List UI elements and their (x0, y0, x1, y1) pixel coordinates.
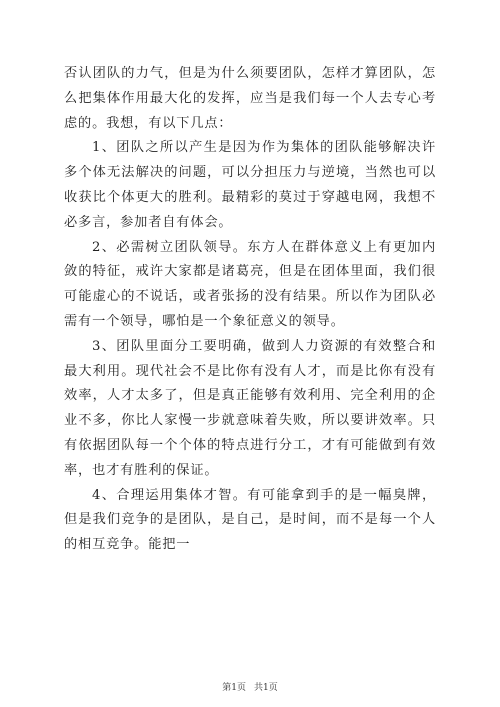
paragraph-1: 否认团队的力气，但是为什么须要团队，怎样才算团队，怎么把集体作用最大化的发挥，应当是我们每一个人去专心考虑的。我想，有以下几点： (64, 66, 436, 131)
paragraph-3: 2、必需树立团队领导。东方人在群体意义上有更加内敛的特征，戒许大家都是诸葛亮，但是在团体里面，我们很可能虚心的不说话，或者张扬的没有结果。所以作为团队必需有一个领导，哪怕是一个象征意义的领导。 (64, 239, 436, 329)
paragraph-2: 1、团队之所以产生是因为作为集体的团队能够解决许多个体无法解决的问题，可以分担压力与逆境，当然也可以收获比个体更大的胜利。最精彩的莫过于穿越电网，我想不必多言，参加者自有体会。 (64, 140, 436, 230)
page-total: 共1页 (254, 683, 278, 693)
paragraph-4: 3、团队里面分工要明确，做到人力资源的有效整合和最大利用。现代社会不是比你有没有人才，而是比你有没有效率，人才太多了，但是真正能够有效利用、完全利用的企业不多，你比人家慢一步就意味着失败，所以要讲效率。只有依据团队每一个个体的特点进行分工，才有可能做到有效率，也才有胜利的保证。 (64, 338, 436, 478)
paragraph-5: 4、合理运用集体才智。有可能拿到手的是一幅臭牌，但是我们竞争的是团队，是自己，是时间，而不是每一个人的相互竞争。能把一 (64, 487, 436, 553)
document-body (64, 62, 436, 558)
page-number: 第1页 (222, 683, 246, 693)
page-footer (0, 680, 500, 693)
